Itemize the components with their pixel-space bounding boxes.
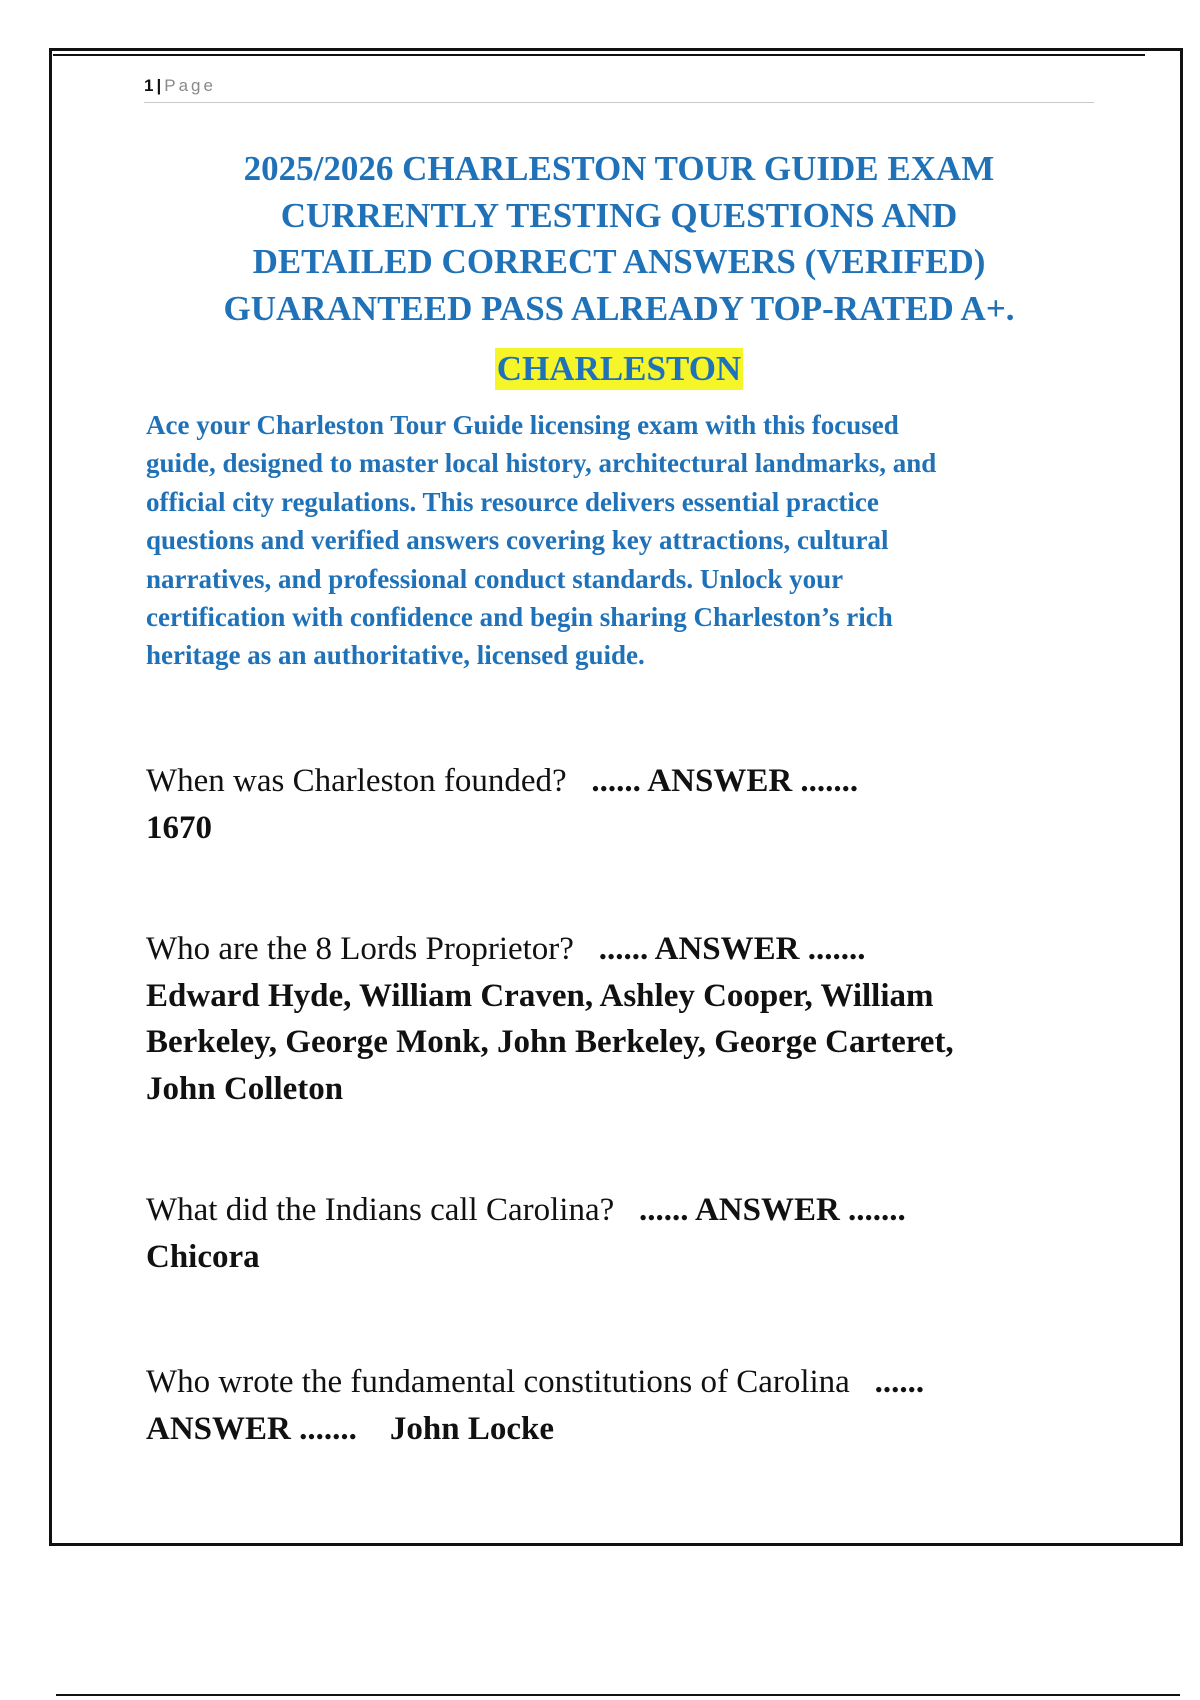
top-rule: [53, 54, 1145, 56]
question-text: Who are the 8 Lords Proprietor?: [146, 931, 574, 967]
question-line: [146, 1187, 1086, 1234]
question-line: [146, 758, 1086, 805]
intro-line: narratives, and professional conduct standards. Unlock your: [146, 563, 844, 594]
intro-line: official city regulations. This resource delivers essential practice: [146, 486, 879, 517]
answer-text: Edward Hyde, William Craven, Ashley Cooper, William: [146, 977, 934, 1014]
qa-item: [146, 758, 1086, 851]
intro-line: Ace your Charleston Tour Guide licensing exam with this focused: [146, 410, 899, 440]
answer-marker: ANSWER .......: [146, 1410, 357, 1447]
intro-line: heritage as an authoritative, licensed guide.: [146, 640, 645, 671]
answer-text: John Locke: [389, 1410, 554, 1447]
title-line: 2025/2026 CHARLESTON TOUR GUIDE EXAM: [243, 149, 995, 188]
bottom-rule: [56, 1694, 1180, 1696]
answer-text: Berkeley, George Monk, John Berkeley, George Carteret,: [146, 1024, 954, 1060]
answer-text: Chicora: [146, 1238, 260, 1275]
answer-text: John Colleton: [146, 1070, 344, 1107]
page-header: [144, 74, 1094, 103]
title-line: DETAILED CORRECT ANSWERS (VERIFED): [252, 242, 986, 281]
qa-item: [146, 926, 1086, 1112]
highlight-tag-wrap: [144, 348, 1094, 390]
intro-line: certification with confidence and begin sharing Charleston’s rich: [146, 602, 893, 633]
answer-text: 1670: [146, 809, 212, 846]
title-line: CURRENTLY TESTING QUESTIONS AND: [280, 195, 958, 235]
question-line: [146, 926, 1086, 973]
question-text: What did the Indians call Carolina?: [146, 1192, 615, 1228]
question-text: Who wrote the fundamental constitutions of Carolina: [146, 1364, 850, 1400]
intro-line: guide, designed to master local history, architectural landmarks, and: [146, 448, 937, 479]
page-label: Page: [164, 76, 216, 95]
answer-marker: ...... ANSWER .......: [639, 1192, 906, 1228]
intro-line: questions and verified answers covering key attractions, cultural: [146, 525, 889, 556]
answer-marker: ......: [874, 1364, 925, 1400]
highlighted-tag: CHARLESTON: [496, 349, 742, 388]
document-title: [144, 146, 1094, 332]
page-separator: |: [156, 76, 162, 95]
qa-item: [146, 1359, 1086, 1452]
question-text: When was Charleston founded?: [146, 763, 567, 799]
qa-item: [146, 1187, 1086, 1280]
question-line: [146, 1359, 1086, 1406]
answer-marker: ...... ANSWER .......: [591, 763, 859, 799]
answer-line: [146, 1406, 1086, 1453]
title-line: GUARANTEED PASS ALREADY TOP-RATED A+.: [223, 288, 1015, 328]
answer-marker: ...... ANSWER .......: [598, 931, 866, 967]
intro-paragraph: [146, 406, 1106, 675]
page-number: 1: [144, 76, 154, 95]
